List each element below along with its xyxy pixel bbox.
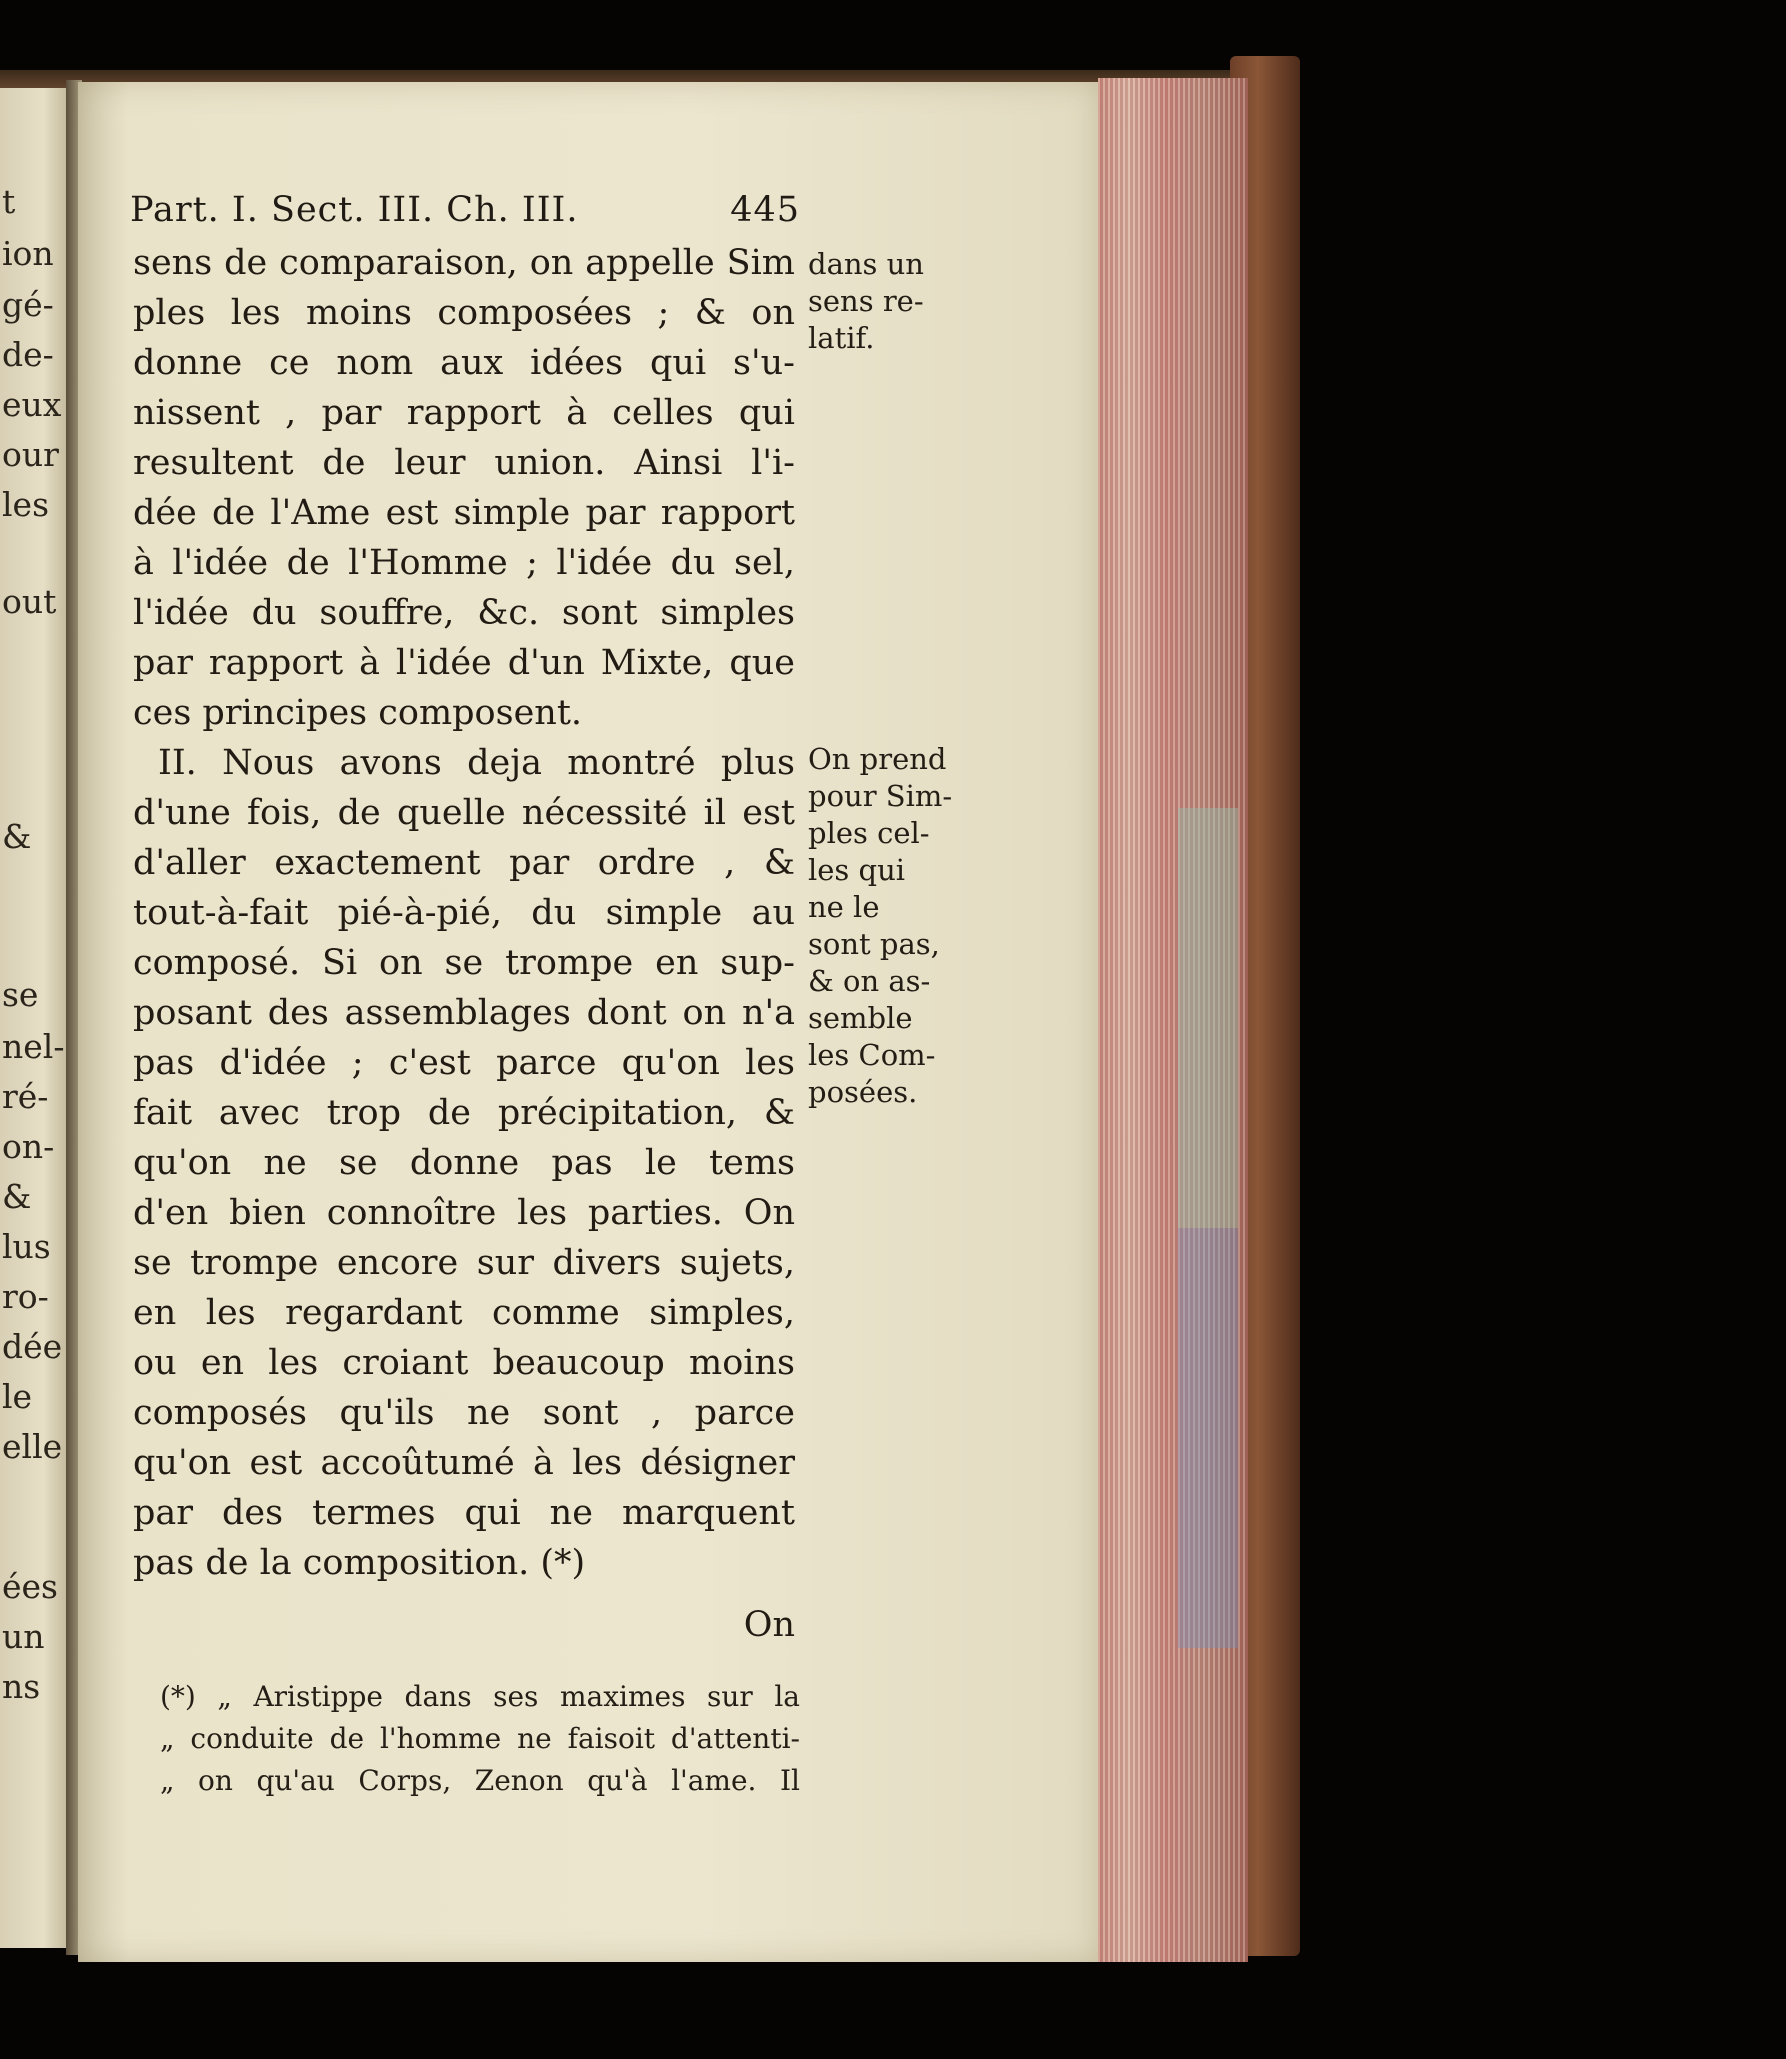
body-line: composés qu'ils ne sont , parce — [133, 1393, 795, 1433]
margin-note-line: dans un — [808, 247, 924, 281]
left-page-fragment: nel- — [2, 1027, 65, 1066]
body-line: pas de la composition. (*) — [133, 1543, 586, 1583]
body-line: II. Nous avons deja montré plus — [158, 743, 795, 783]
margin-note-line: pour Sim- — [808, 779, 953, 813]
margin-note-line: & on as- — [808, 964, 931, 998]
left-page — [0, 88, 72, 1948]
running-header — [130, 190, 800, 230]
page-number: 445 — [730, 190, 800, 230]
left-page-fragment: ion — [2, 234, 54, 273]
body-line: qu'on est accoûtumé à les désigner — [133, 1443, 795, 1483]
margin-note-line: sens re- — [808, 284, 924, 318]
body-line: par rapport à l'idée d'un Mixte, que — [133, 643, 795, 683]
body-line: à l'idée de l'Homme ; l'idée du sel, — [133, 543, 795, 583]
left-page-fragment: eux — [2, 385, 62, 424]
margin-note-line: sont pas, — [808, 927, 940, 961]
left-page-fragment: elle — [2, 1427, 63, 1466]
left-page-fragment: & — [2, 1177, 32, 1216]
margin-note-line: On prend — [808, 742, 947, 776]
running-head-text: Part. I. Sect. III. Ch. III. — [130, 190, 579, 230]
left-page-fragment: out — [2, 582, 57, 621]
body-line: composé. Si on se trompe en sup- — [133, 943, 795, 983]
footnote-line: „ on qu'au Corps, Zenon qu'à l'ame. Il — [160, 1764, 800, 1797]
body-line: d'en bien connoître les parties. On — [133, 1193, 795, 1233]
body-line: l'idée du souffre, &c. sont simples — [133, 593, 795, 633]
margin-note-line: posées. — [808, 1075, 918, 1109]
margin-note-line: semble — [808, 1001, 913, 1035]
marbled-edge-green — [1178, 808, 1238, 1228]
footnote-line: „ conduite de l'homme ne faisoit d'attenti- — [160, 1722, 800, 1755]
left-page-fragment: on- — [2, 1127, 55, 1166]
marbled-edge-blue — [1178, 1228, 1238, 1648]
left-page-fragment: de- — [2, 335, 54, 374]
body-line: d'aller exactement par ordre , & — [133, 843, 795, 883]
body-line: ou en les croiant beaucoup moins — [133, 1343, 795, 1383]
body-line: ces principes composent. — [133, 693, 583, 733]
left-page-fragment: gé- — [2, 285, 54, 324]
body-line: qu'on ne se donne pas le tems — [133, 1143, 795, 1183]
body-line: resultent de leur union. Ainsi l'i- — [133, 443, 795, 483]
body-line: pas d'idée ; c'est parce qu'on les — [133, 1043, 795, 1083]
margin-note-line: les Com- — [808, 1038, 936, 1072]
body-line: se trompe encore sur divers sujets, — [133, 1243, 795, 1283]
left-page-fragment: un — [2, 1617, 45, 1656]
catchword: On — [743, 1605, 795, 1645]
left-page-fragment: & — [2, 817, 32, 856]
margin-note-line: ne le — [808, 890, 880, 924]
body-line: par des termes qui ne marquent — [133, 1493, 795, 1533]
body-line: posant des assemblages dont on n'a — [133, 993, 795, 1033]
body-line: fait avec trop de précipitation, & — [133, 1093, 795, 1133]
left-page-fragment: se — [2, 975, 39, 1014]
body-line: nissent , par rapport à celles qui — [133, 393, 795, 433]
left-page-fragment: ées — [2, 1567, 58, 1606]
left-page-fragment: lus — [2, 1227, 51, 1266]
body-line: dée de l'Ame est simple par rapport — [133, 493, 795, 533]
margin-note-line: les qui — [808, 853, 906, 887]
body-line: tout-à-fait pié-à-pié, du simple au — [133, 893, 795, 933]
page-fore-edge — [1098, 78, 1248, 1962]
footnote-line: (*) „ Aristippe dans ses maximes sur la — [160, 1680, 800, 1713]
body-line: donne ce nom aux idées qui s'u- — [133, 343, 795, 383]
left-page-fragment: our — [2, 435, 59, 474]
left-page-fragment: t — [2, 182, 16, 221]
left-page-fragment: ns — [2, 1667, 41, 1706]
body-line: ples les moins composées ; & on — [133, 293, 795, 333]
margin-note-line: latif. — [808, 321, 875, 355]
body-line: en les regardant comme simples, — [133, 1293, 795, 1333]
left-page-fragment: les — [2, 485, 50, 524]
body-line: d'une fois, de quelle nécessité il est — [133, 793, 795, 833]
left-page-fragment: le — [2, 1377, 33, 1416]
body-line: sens de comparaison, on appelle Sim — [133, 243, 795, 283]
margin-note-line: ples cel- — [808, 816, 930, 850]
left-page-fragment: ro- — [2, 1277, 49, 1316]
left-page-fragment: dée — [2, 1327, 63, 1366]
left-page-fragment: ré- — [2, 1077, 49, 1116]
